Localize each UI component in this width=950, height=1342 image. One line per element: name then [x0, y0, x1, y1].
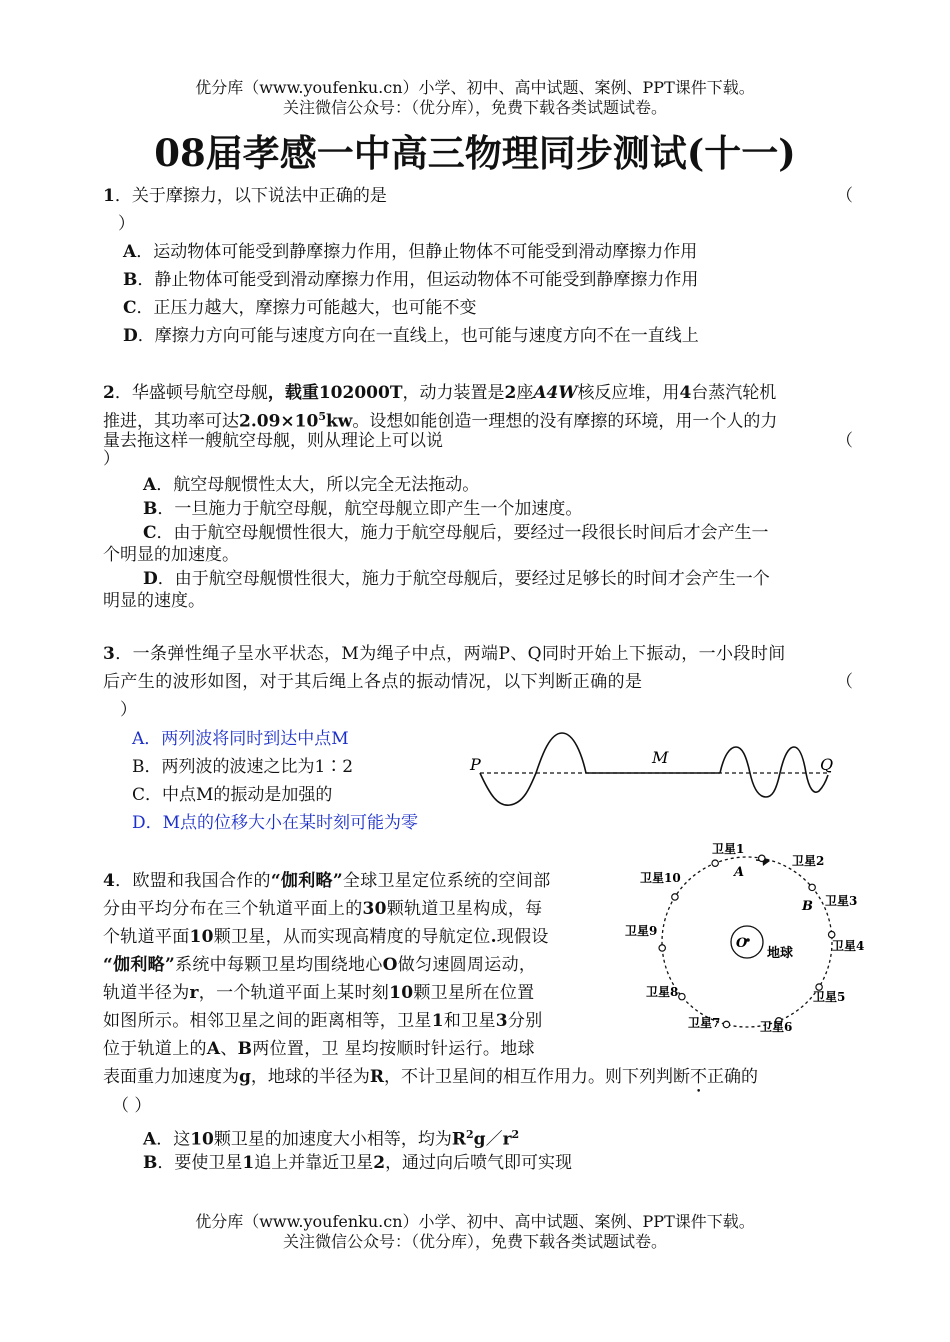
q4-line-2: 分由平均分布在三个轨道平面上的30颗轨道卫星构成，每 — [103, 899, 543, 919]
q2-option-c: C．由于航空母舰惯性很大，施力于航空母舰后，要经过一段很长时间后才会产生一 — [143, 523, 769, 543]
q4-option-b: B．要使卫星1追上并靠近卫星2，通过向后喷气即可实现 — [143, 1153, 573, 1173]
q4-satellite-2 — [809, 884, 815, 890]
q4-satellite-figure — [620, 836, 880, 1041]
q4-satellite-3 — [828, 931, 834, 937]
q3-wave-left — [480, 733, 586, 805]
q4-satellite-label-7: 卫星7 — [688, 1016, 721, 1030]
q3-option-a: A．两列波将同时到达中点M — [132, 729, 349, 749]
q4-line-6: 如图所示。相邻卫星之间的距离相等，卫星1和卫星3分别 — [103, 1011, 543, 1031]
q3-label-p: P — [470, 755, 481, 774]
q3-option-b: B．两列波的波速之比为1∶2 — [132, 757, 354, 777]
q4-line-5: 轨道半径为r，一个轨道平面上某时刻10颗卫星所在位置 — [103, 983, 535, 1003]
q4-satellite-label-8: 卫星8 — [646, 985, 679, 999]
q4-satellite-label-6: 卫星6 — [760, 1020, 793, 1034]
q2-option-d: D．由于航空母舰惯性很大，施力于航空母舰后，要经过足够长的时间才会产生一个 — [143, 569, 770, 589]
q4-line-3: 个轨道平面10颗卫星，从而实现高精度的导航定位.现假设 — [103, 927, 549, 947]
q2-option-c-cont: 个明显的加速度。 — [103, 545, 239, 565]
q1-paren-close: ） — [118, 214, 135, 234]
q4-point-b: B — [802, 899, 813, 914]
q3-line-2: 后产生的波形如图，对于其后绳上各点的振动情况，以下判断正确的是 — [103, 672, 643, 692]
q4-satellite-6 — [723, 1021, 729, 1027]
q4-satellite-10 — [712, 860, 718, 866]
q2-line-3: 量去拖这样一艘航空母舰，则从理论上可以说 — [103, 431, 443, 451]
q3-option-d: D．M点的位移大小在某时刻可能为零 — [132, 813, 419, 833]
q4-earth-label: 地球 — [767, 946, 794, 961]
q4-paren: （ ） — [112, 1096, 152, 1116]
q4-option-a: A．这10颗卫星的加速度大小相等，均为$R^2g/r^2$ — [143, 1128, 520, 1150]
q3-paren-close: ） — [120, 700, 137, 720]
page-title: 08届孝感一中高三物理同步测试(十一) — [154, 131, 796, 175]
q4-satellite-label-1: 卫星1 — [712, 842, 745, 856]
q1-stem: 1．关于摩擦力，以下说法中正确的是 — [103, 186, 387, 206]
q4-center-label: O — [736, 936, 748, 951]
q4-satellite-label-3: 卫星3 — [825, 894, 858, 908]
q3-option-c: C．中点M的振动是加强的 — [132, 785, 333, 805]
q2-line-2: 推进，其功率可达$2.09\times 10^5kw$。设想如能创造一理想的没有摩擦的环境，用一个人的力 — [103, 410, 778, 432]
q2-option-d-cont: 明显的速度。 — [103, 591, 205, 611]
q3-wave-figure — [462, 725, 842, 815]
q4-point-a: A — [734, 865, 745, 880]
q1-paren-open: （ — [836, 186, 853, 206]
q2-option-a: A．航空母舰惯性太大，所以完全无法拖动。 — [143, 475, 480, 495]
q4-line-1: 4．欧盟和我国合作的“伽利略”全球卫星定位系统的空间部 — [103, 871, 551, 891]
footer-line-1: 优分库（www.youfenku.cn）小学、初中、高中试题、案例、PPT课件下载。 — [195, 1212, 755, 1231]
header-line-2: 关注微信公众号：（优分库），免费下载各类试题试卷。 — [282, 98, 667, 117]
q1-option-d: D．摩擦力方向可能与速度方向在一直线上，也可能与速度方向不在一直线上 — [123, 326, 699, 346]
q4-satellite-label-5: 卫星5 — [813, 990, 846, 1004]
q3-label-m: M — [652, 748, 669, 767]
q1-option-a: A．运动物体可能受到静摩擦力作用，但静止物体不可能受到滑动摩擦力作用 — [123, 242, 698, 262]
header-line-1: 优分库（www.youfenku.cn）小学、初中、高中试题、案例、PPT课件下载。 — [195, 78, 755, 97]
q4-line-4: “伽利略”系统中每颗卫星均围绕地心O做匀速圆周运动， — [103, 955, 537, 975]
q4-satellite-label-9: 卫星9 — [625, 924, 658, 938]
q4-line-7: 位于轨道上的A、B两位置，卫 星均按顺时针运行。地球 — [103, 1039, 535, 1059]
q4-satellite-1 — [759, 855, 765, 861]
q3-wave-right — [720, 747, 828, 797]
q2-paren-close: ） — [103, 449, 120, 469]
q3-line-1: 3．一条弹性绳子呈水平状态，M为绳子中点，两端P、Q同时开始上下振动，一小段时间 — [103, 644, 786, 664]
q4-satellite-7 — [679, 993, 685, 999]
q4-satellite-9 — [672, 894, 678, 900]
q4-satellite-8 — [659, 945, 665, 951]
q2-paren-open: （ — [836, 431, 853, 451]
q4-satellite-label-10: 卫星10 — [640, 871, 681, 885]
footer-line-2: 关注微信公众号：（优分库），免费下载各类试题试卷。 — [282, 1232, 667, 1251]
q4-satellite-label-4: 卫星4 — [832, 939, 865, 953]
q3-label-q: Q — [820, 755, 834, 774]
q1-option-c: C．正压力越大，摩擦力可能越大，也可能不变 — [123, 298, 477, 318]
q1-option-b: B．静止物体可能受到滑动摩擦力作用，但运动物体不可能受到静摩擦力作用 — [123, 270, 699, 290]
q2-line-1: 2．华盛顿号航空母舰，载重102000T，动力装置是2座A4W核反应堆，用4台蒸汽轮机 — [103, 383, 777, 403]
q4-line-8: 表面重力加速度为g，地球的半径为R，不计卫星间的相互作用力。则下列判断不正确的 — [103, 1067, 759, 1087]
q3-paren-open: （ — [836, 672, 853, 692]
q4-satellite-label-2: 卫星2 — [792, 854, 825, 868]
q2-option-b: B．一旦施力于航空母舰，航空母舰立即产生一个加速度。 — [143, 499, 583, 519]
